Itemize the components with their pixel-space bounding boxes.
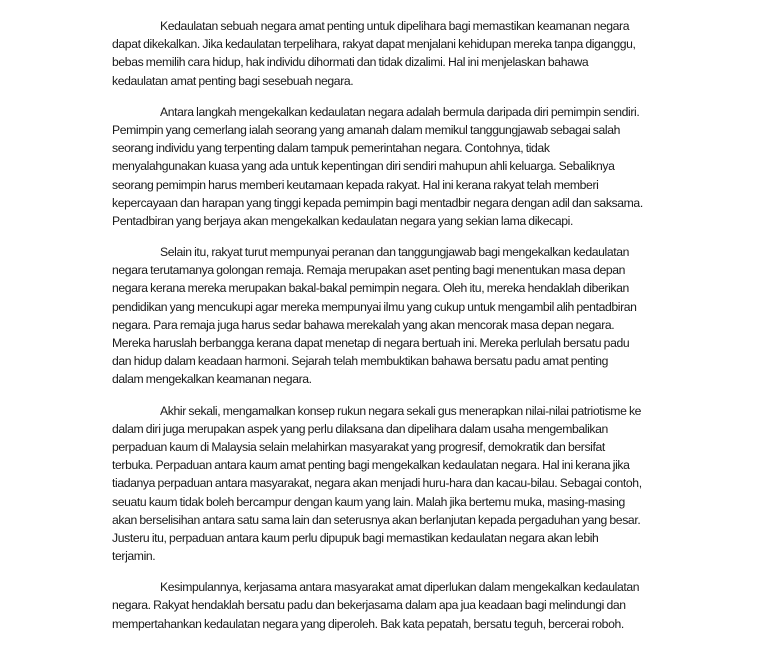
text-line: kepercayaan dan harapan yang tinggi kepada pemimpin bagi mentadbir negara dengan adil dan saksama. [112, 195, 643, 210]
paragraph [112, 243, 672, 389]
paragraph [112, 103, 672, 230]
text-line: seorang individu yang terpenting dalam tampuk pemerintahan negara. Contohnya, tidak [112, 141, 550, 156]
paragraph [112, 578, 672, 633]
paragraph [112, 17, 672, 90]
text-line: seorang pemimpin harus memberi keutamaan kepada rakyat. Hal ini kerana rakyat telah memberi [112, 177, 599, 192]
text-line: seuatu kaum tidak boleh bercampur dengan kaum yang lain. Malah jika bertemu muka, masing-masing [112, 494, 625, 509]
text-line: Akhir sekali, mengamalkan konsep rukun negara sekali gus menerapkan nilai-nilai patriotisme ke [160, 403, 642, 418]
text-line: Selain itu, rakyat turut mempunyai peranan dan tanggungjawab bagi mengekalkan kedaulatan [160, 245, 630, 260]
text-line: dalam diri juga merupakan aspek yang perlu dilaksana dan dipelihara dalam usaha mengembalikan [112, 421, 608, 436]
text-line: dan hidup dalam keadaan harmoni. Sejarah telah membuktikan bahawa bersatu padu amat penting [112, 354, 609, 369]
text-line: Pentadbiran yang berjaya akan mengekalkan kedaulatan negara yang sekian lama dikecapi. [112, 213, 573, 228]
text-line: akan berselisihan antara satu sama lain dan seterusnya akan berlanjutan kepada pergaduhan yang besar. [112, 512, 641, 527]
text-line: bebas memilih cara hidup, hak individu dihormati dan tidak dizalimi. Hal ini menjelaskan bahawa [112, 55, 589, 70]
text-line: negara terutamanya golongan remaja. Remaja merupakan aset penting bagi menentukan masa depan [112, 263, 626, 278]
text-line: negara. Rakyat hendaklah bersatu padu dan bekerjasama dalam apa jua keadaan bagi melindungi dan [112, 598, 626, 613]
text-line: dalam mengekalkan keamanan negara. [112, 372, 312, 387]
text-line: Antara langkah mengekalkan kedaulatan negara adalah bermula daripada diri pemimpin sendiri. [160, 104, 640, 119]
text-line: perpaduan kaum di Malaysia selain melahirkan masyarakat yang progresif, demokratik dan bersifat [112, 439, 605, 454]
text-line: pendidikan yang mencukupi agar mereka mempunyai ilmu yang cukup untuk mengambil alih pentadbiran [112, 299, 637, 314]
text-line: Justeru itu, perpaduan antara kaum perlu dipupuk bagi memastikan kedaulatan negara akan lebih [112, 530, 599, 545]
text-line: menyalahgunakan kuasa yang ada untuk kepentingan diri sendiri mahupun ahli keluarga. Sebaliknya [112, 159, 615, 174]
text-line: Kesimpulannya, kerjasama antara masyarakat amat diperlukan dalam mengekalkan kedaulatan [160, 580, 640, 595]
document-page [112, 17, 672, 646]
text-line: Mereka haruslah berbangga kerana dapat menetap di negara bertuah ini. Mereka perlulah bersatu padu [112, 336, 630, 350]
text-line: terbuka. Perpaduan antara kaum amat penting bagi mengekalkan kedaulatan negara. Hal ini kerana jika [112, 458, 630, 473]
text-line: kedaulatan amat penting bagi sesebuah negara. [112, 73, 354, 88]
text-line: Pemimpin yang cemerlang ialah seorang yang amanah dalam memikul tanggungjawab sebagai salah [112, 122, 621, 137]
text-line: dapat dikekalkan. Jika kedaulatan terpelihara, rakyat dapat menjalani kehidupan mereka tanpa diganggu, [112, 37, 636, 52]
text-line: negara kerana mereka merupakan bakal-bakal pemimpin negara. Oleh itu, mereka hendaklah diberikan [112, 281, 629, 296]
text-line: negara. Para remaja juga harus sedar bahawa merekalah yang akan mencorak masa depan negara. [112, 317, 615, 332]
text-line: terjamin. [112, 549, 156, 564]
paragraph [112, 402, 672, 566]
text-line: mempertahankan kedaulatan negara yang diperoleh. Bak kata pepatah, bersatu teguh, bercerai roboh. [112, 616, 624, 631]
text-line: Kedaulatan sebuah negara amat penting untuk dipelihara bagi memastikan keamanan negara [160, 19, 630, 33]
text-line: tiadanya perpaduan antara masyarakat, negara akan menjadi huru-hara dan kacau-bilau. Sebagai contoh, [112, 476, 642, 491]
